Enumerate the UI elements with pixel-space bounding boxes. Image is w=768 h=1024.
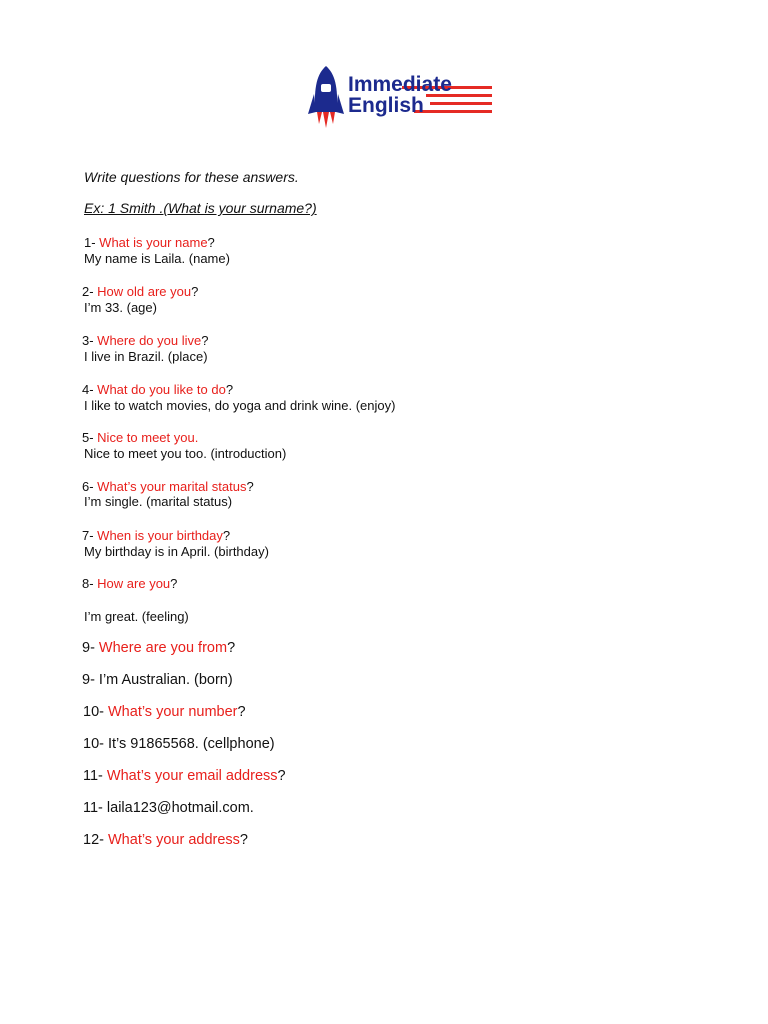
question-number: 11- bbox=[83, 768, 107, 784]
question-mark: ? bbox=[207, 235, 215, 250]
question-text: What is your name bbox=[99, 235, 208, 250]
question-number: 7- bbox=[82, 528, 98, 543]
question-text: How old are you bbox=[97, 284, 192, 299]
answer-line: Nice to meet you too. (introduction) bbox=[84, 446, 287, 461]
question-number: 10- bbox=[83, 704, 108, 720]
question-text: Where are you from bbox=[98, 640, 228, 656]
question-mark: ? bbox=[201, 333, 209, 348]
example-text: Ex: 1 Smith .(What is your surname?) bbox=[84, 200, 317, 216]
answer-line: I’m great. (feeling) bbox=[84, 609, 189, 624]
rocket-icon bbox=[306, 64, 496, 128]
answer-line: I live in Brazil. (place) bbox=[84, 349, 208, 364]
question-line bbox=[82, 528, 230, 543]
question-mark: ? bbox=[237, 704, 246, 720]
answer-line: I’m 33. (age) bbox=[84, 300, 157, 315]
question-line bbox=[82, 576, 177, 591]
question-mark: ? bbox=[191, 284, 199, 299]
question-line bbox=[83, 704, 246, 720]
answer-line: My birthday is in April. (birthday) bbox=[84, 544, 269, 559]
question-line bbox=[83, 768, 286, 784]
question-mark: ? bbox=[225, 382, 234, 397]
question-number: 3- bbox=[82, 333, 98, 348]
answer-line: 9- I’m Australian. (born) bbox=[82, 672, 233, 688]
question-mark: ? bbox=[227, 640, 236, 656]
question-number: 1- bbox=[84, 235, 100, 250]
answer-line: My name is Laila. (name) bbox=[84, 251, 230, 266]
answer-line: I’m single. (marital status) bbox=[84, 494, 233, 509]
question-line bbox=[82, 479, 254, 494]
question-mark: ? bbox=[170, 576, 178, 591]
question-number: 6- bbox=[82, 479, 98, 494]
question-text: What’s your number bbox=[108, 704, 238, 720]
question-number: 12- bbox=[83, 832, 108, 848]
question-mark: ? bbox=[239, 832, 248, 848]
question-text: How are you bbox=[97, 576, 171, 591]
question-text: What’s your email address bbox=[106, 768, 278, 784]
question-line bbox=[83, 832, 248, 848]
question-line bbox=[84, 235, 215, 250]
question-text: What’s your marital status bbox=[97, 479, 247, 494]
answer-line: 10- It’s 91865568. (cellphone) bbox=[83, 736, 275, 752]
question-text: What’s your address bbox=[108, 832, 240, 848]
question-mark: ? bbox=[277, 768, 286, 784]
immediate-english-logo bbox=[306, 64, 496, 128]
instruction-text: Write questions for these answers. bbox=[84, 169, 299, 185]
logo-line-1: Immediate bbox=[348, 73, 452, 96]
question-text: What do you like to do bbox=[97, 382, 226, 397]
question-text: Where do you live bbox=[97, 333, 202, 348]
question-line bbox=[82, 333, 208, 348]
question-number: 2- bbox=[82, 284, 98, 299]
question-line bbox=[82, 284, 198, 299]
question-text: Nice to meet you. bbox=[97, 430, 199, 445]
question-mark: ? bbox=[246, 479, 254, 494]
answer-line: 11- laila123@hotmail.com. bbox=[83, 800, 254, 816]
question-number: 8- bbox=[82, 576, 98, 591]
answer-line: I like to watch movies, do yoga and drink wine. (enjoy) bbox=[84, 398, 396, 413]
question-mark: ? bbox=[222, 528, 231, 543]
question-line bbox=[82, 430, 198, 445]
question-number: 9- bbox=[82, 640, 99, 656]
question-number: 5- bbox=[82, 430, 98, 445]
question-text: When is your birthday bbox=[97, 528, 223, 543]
question-line bbox=[82, 640, 235, 656]
question-line bbox=[82, 382, 233, 397]
logo-line-2: English bbox=[348, 94, 424, 117]
question-number: 4- bbox=[82, 382, 98, 397]
